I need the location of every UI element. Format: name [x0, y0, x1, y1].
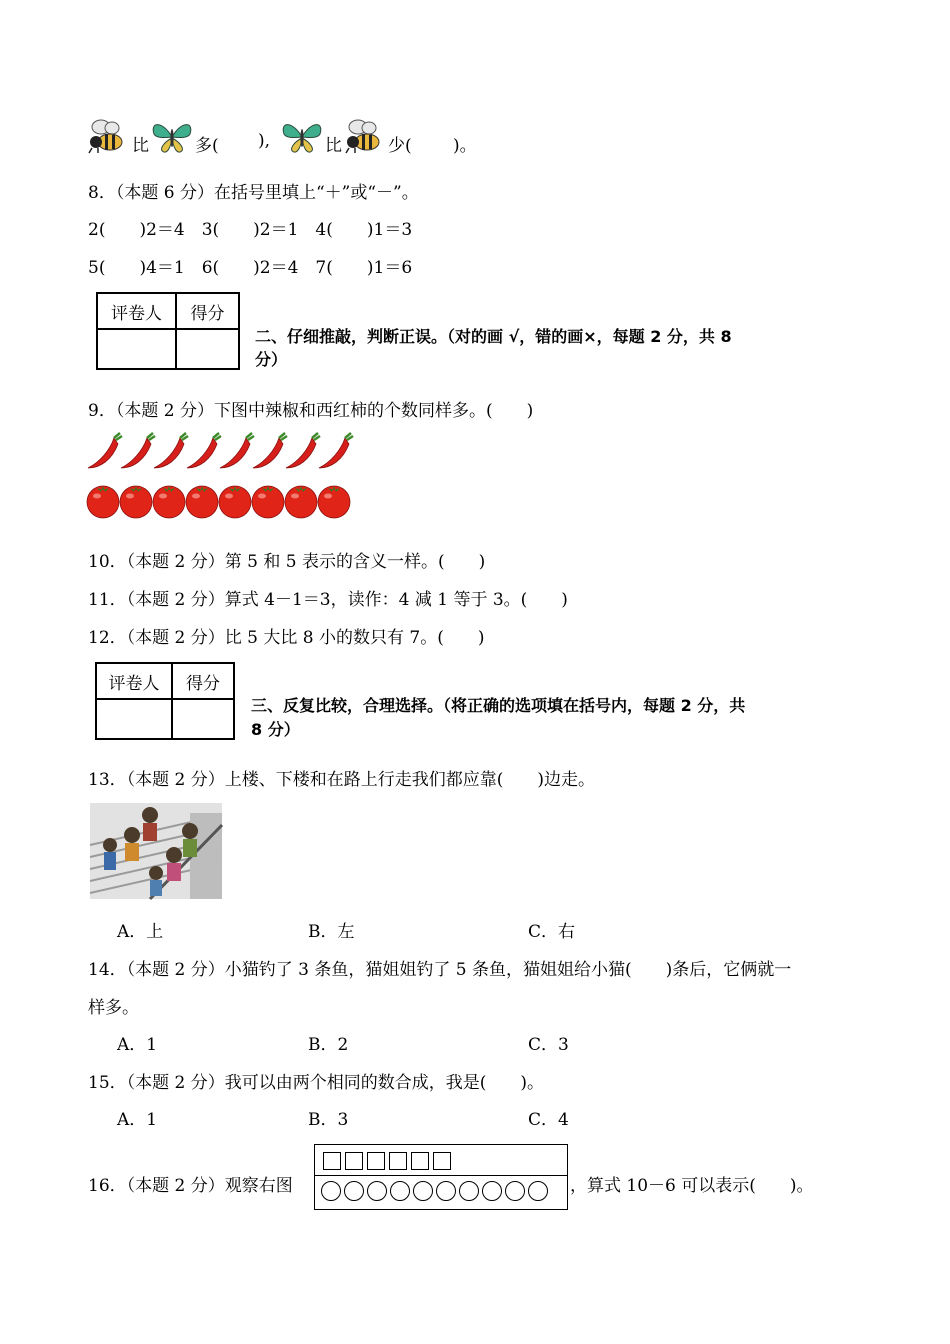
q8-row-1: 2( )2＝4 3( )2＝1 4( )1＝3 [88, 220, 413, 240]
child-figure [103, 838, 117, 870]
child-figure [182, 823, 198, 857]
q9-stem: 9．（本题 2 分）下图中辣椒和西红柿的个数同样多。( ) [88, 401, 534, 421]
q15-option-c[interactable]: C．4 [528, 1110, 569, 1130]
section-3-heading-line-2: 8 分） [251, 720, 300, 739]
score-table-cell-score[interactable] [172, 699, 234, 739]
chili-icon [154, 433, 188, 468]
tomato-icon [219, 486, 251, 518]
tomato-icon [252, 486, 284, 518]
circle-shape [344, 1181, 364, 1201]
butterfly-icon [280, 120, 324, 154]
score-table-header-grader: 评卷人 [97, 293, 176, 329]
chili-row [86, 432, 356, 472]
chili-icon [253, 433, 287, 468]
circle-shape [482, 1181, 502, 1201]
q13-option-a[interactable]: A．上 [117, 922, 164, 942]
tomato-row [86, 480, 356, 520]
score-table-cell-grader[interactable] [96, 699, 172, 739]
tomato-icon [120, 486, 152, 518]
circle-shape [436, 1181, 456, 1201]
q7-duo: 多( [195, 136, 219, 156]
q14-option-c[interactable]: C．3 [528, 1035, 569, 1055]
circle-shape [390, 1181, 410, 1201]
circle-shape [367, 1181, 387, 1201]
square-shape [367, 1152, 385, 1170]
squares-row [323, 1152, 455, 1172]
section-3-heading-line-1: 三、反复比较，合理选择。（将正确的选项填在括号内，每题 2 分，共 [251, 696, 746, 715]
square-shape [433, 1152, 451, 1170]
score-table-header-score: 得分 [172, 663, 234, 699]
q14-option-a[interactable]: A．1 [117, 1035, 158, 1055]
chili-icon [88, 433, 122, 468]
square-shape [411, 1152, 429, 1170]
section-2-heading-line-2: 分） [255, 350, 288, 369]
stairs-illustration [90, 803, 222, 899]
tomato-icon [318, 486, 350, 518]
child-figure [149, 866, 163, 896]
q16-stem-b: ，算式 10－6 可以表示( )。 [570, 1176, 814, 1196]
q14-stem-line-1: 14．（本题 2 分）小猫钓了 3 条鱼，猫姐姐钓了 5 条鱼，猫姐姐给小猫( )条后，它俩就一 [88, 960, 792, 980]
q15-option-a[interactable]: A．1 [117, 1110, 158, 1130]
q8-row-2: 5( )4＝1 6( )2＝4 7( )1＝6 [88, 258, 413, 278]
q7-close-2: )。 [453, 136, 477, 156]
tomato-icon [285, 486, 317, 518]
square-shape [345, 1152, 363, 1170]
q13-option-c[interactable]: C．右 [528, 922, 576, 942]
q10-stem: 10．（本题 2 分）第 5 和 5 表示的含义一样。( ) [88, 552, 486, 572]
chili-icon [121, 433, 155, 468]
square-shape [323, 1152, 341, 1170]
score-table-header-score: 得分 [176, 293, 239, 329]
chili-icon [220, 433, 254, 468]
circle-shape [528, 1181, 548, 1201]
score-table-cell-score[interactable] [176, 329, 239, 369]
chili-icon [187, 433, 221, 468]
q11-stem: 11．（本题 2 分）算式 4－1＝3，读作：4 减 1 等于 3。( ) [88, 590, 568, 610]
q8-title: 8．（本题 6 分）在括号里填上“＋”或“－”。 [88, 183, 419, 203]
bee-icon [343, 118, 385, 154]
section-2-heading-line-1: 二、仔细推敲，判断正误。（对的画 √，错的画×，每题 2 分，共 8 [255, 327, 732, 346]
q14-option-b[interactable]: B．2 [308, 1035, 349, 1055]
butterfly-icon [150, 120, 194, 154]
circle-shape [321, 1181, 341, 1201]
tomato-icon [186, 486, 218, 518]
score-table-header-grader: 评卷人 [96, 663, 172, 699]
circles-row [321, 1181, 551, 1203]
q7-bi-1: 比 [132, 136, 149, 156]
bee-icon [86, 118, 128, 154]
tomato-icon [153, 486, 185, 518]
q15-stem: 15．（本题 2 分）我可以由两个相同的数合成，我是( )。 [88, 1073, 545, 1093]
q13-option-b[interactable]: B．左 [308, 922, 355, 942]
child-figure [124, 827, 140, 861]
score-table-cell-grader[interactable] [97, 329, 176, 369]
q15-option-b[interactable]: B．3 [308, 1110, 349, 1130]
tomato-icon [87, 486, 119, 518]
circle-shape [413, 1181, 433, 1201]
q13-stem: 13．（本题 2 分）上楼、下楼和在路上行走我们都应靠( )边走。 [88, 770, 596, 790]
q7-bi-2: 比 [325, 136, 342, 156]
chili-icon [286, 433, 320, 468]
q7-close-1: ), [258, 131, 271, 151]
q16-stem-a: 16．（本题 2 分）观察右图 [88, 1176, 293, 1196]
child-figure [142, 807, 158, 841]
circle-shape [459, 1181, 479, 1201]
square-shape [389, 1152, 407, 1170]
figure-divider [315, 1175, 567, 1176]
squares-circles-figure [314, 1144, 568, 1210]
q12-stem: 12．（本题 2 分）比 5 大比 8 小的数只有 7。( ) [88, 628, 485, 648]
child-figure [166, 847, 182, 881]
q14-stem-line-2: 样多。 [88, 998, 139, 1018]
score-table-2 [95, 662, 235, 740]
score-table-1 [96, 292, 240, 370]
q7-shao: 少( [388, 136, 412, 156]
circle-shape [505, 1181, 525, 1201]
chili-icon [319, 433, 353, 468]
